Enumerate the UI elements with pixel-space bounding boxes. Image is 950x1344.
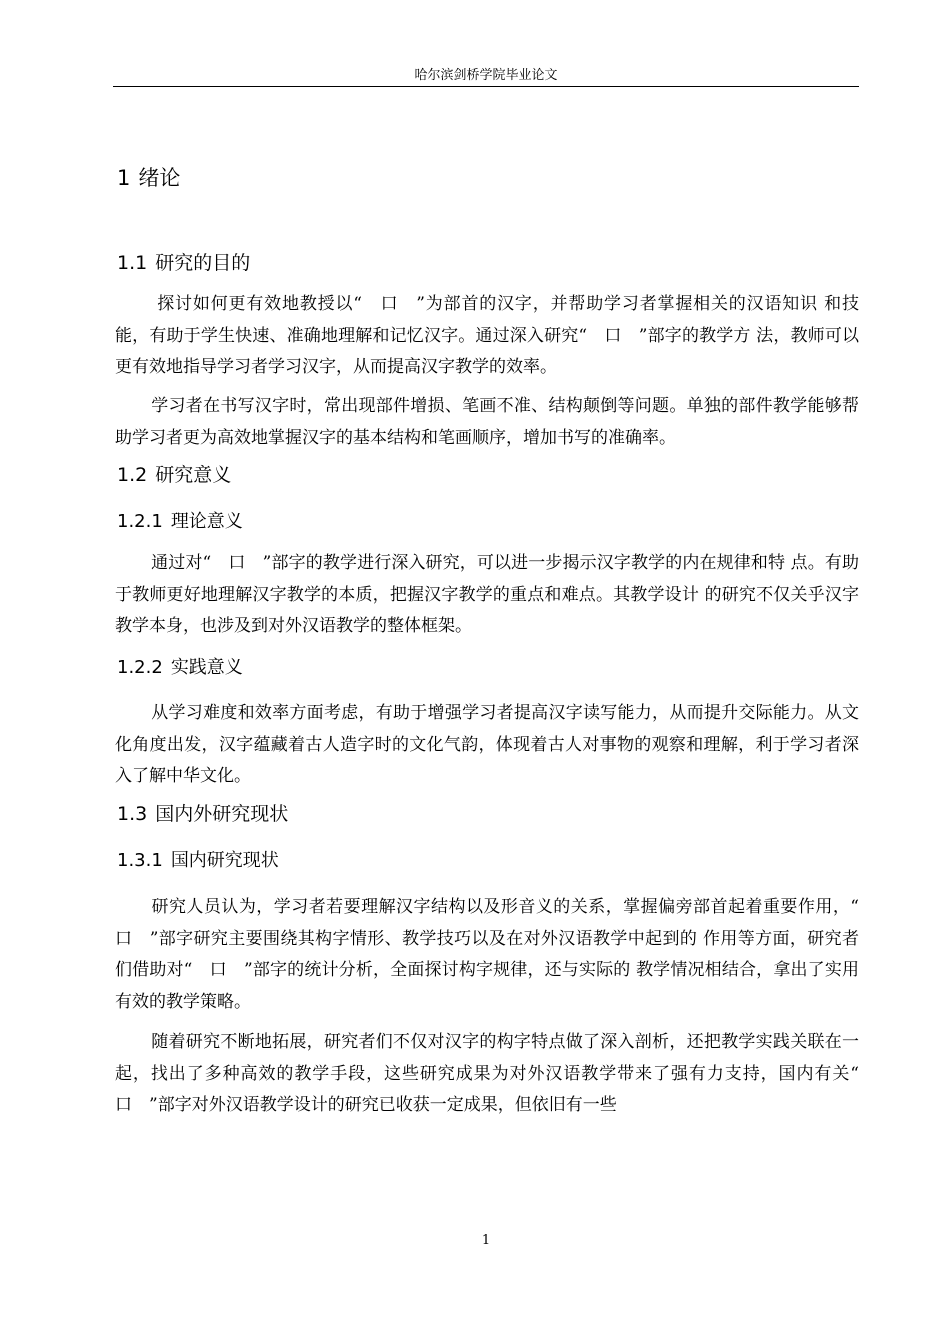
paragraph-domestic-2 — [115, 1027, 876, 1122]
page-number: 1 — [481, 1233, 491, 1248]
section-title: 国内外研究现状 — [155, 803, 289, 825]
section-number: 1.3 — [117, 803, 148, 825]
subsection-heading-1-2-2 — [117, 654, 243, 682]
section-heading-1-3 — [117, 799, 288, 829]
header-divider — [113, 86, 859, 87]
subsection-heading-1-3-1 — [117, 847, 279, 875]
paragraph-theory — [115, 548, 859, 643]
paragraph-purpose-1 — [115, 289, 859, 384]
section-number: 1.1 — [117, 252, 148, 274]
section-heading-1-2 — [117, 460, 231, 490]
section-title: 研究意义 — [155, 464, 232, 486]
page-header: 哈尔滨剑桥学院毕业论文 — [414, 68, 558, 83]
paragraph-text: 从学习难度和效率方面考虑，有助于增强学习者提高汉字读写能力，从而提升交际能力。从文化角度出发，汉字蕴藏着古人造字时的文化气韵，体现着古人对事物的观察和理解，利于学习者深入了解中华文化。 — [115, 703, 859, 786]
section-number: 1.3.1 — [117, 850, 163, 871]
section-title: 国内研究现状 — [170, 850, 279, 871]
paragraph-text: 随着研究不断地拓展，研究者们不仅对汉字的构字特点做了深入剖析，还把教学实践关联在一起，找出了多种高效的教学手段，这些研究成果为对外汉语教学带来了强有力支持，国内有关“ 口 ”部字对外汉语教学设计的研究已收获一定成果，但依旧有一些 — [115, 1032, 876, 1115]
section-title: 研究的目的 — [155, 252, 251, 274]
section-title: 理论意义 — [170, 511, 243, 532]
paragraph-text: 学习者在书写汉字时，常出现部件增损、笔画不准、结构颠倒等问题。单独的部件教学能够帮助学习者更为高效地掌握汉字的基本结构和笔画顺序，增加书写的准确率。 — [115, 396, 859, 448]
chapter-number: 1 — [117, 166, 131, 190]
paragraph-domestic-1 — [115, 892, 876, 1018]
paragraph-purpose-2 — [115, 391, 859, 454]
section-heading-1-1 — [117, 248, 250, 278]
paragraph-text: 探讨如何更有效地教授以“ 口 ”为部首的汉字，并帮助学习者掌握相关的汉语知识 和技能，有助于学生快速、准确地理解和记忆汉字。通过深入研究“ 口 ”部字的教学方 法，教师可以更有效地指导学习者学习汉字，从而提高汉字教学的效率。 — [115, 294, 859, 377]
chapter-title: 绪论 — [138, 166, 181, 190]
section-number: 1.2.1 — [117, 511, 163, 532]
paragraph-practice — [115, 698, 859, 793]
section-number: 1.2 — [117, 464, 148, 486]
paragraph-text: 研究人员认为，学习者若要理解汉字结构以及形音义的关系，掌握偏旁部首起着重要作用，“ 口 ”部字研究主要围绕其构字情形、教学技巧以及在对外汉语教学中起到的 作用等方面，研究者们借助对“ 口 ”部字的统计分析，全面探讨构字规律，还与实际的 教学情况相结合，拿出了实用有效的教学策略。 — [115, 897, 876, 1012]
section-number: 1.2.2 — [117, 657, 163, 678]
subsection-heading-1-2-1 — [117, 508, 243, 536]
chapter-heading — [117, 162, 180, 194]
paragraph-text: 通过对“ 口 ”部字的教学进行深入研究，可以进一步揭示汉字教学的内在规律和特 点。有助于教师更好地理解汉字教学的本质，把握汉字教学的重点和难点。其教学设计 的研究不仅关乎汉字教学本身，也涉及到对外汉语教学的整体框架。 — [115, 553, 859, 636]
section-title: 实践意义 — [170, 657, 243, 678]
